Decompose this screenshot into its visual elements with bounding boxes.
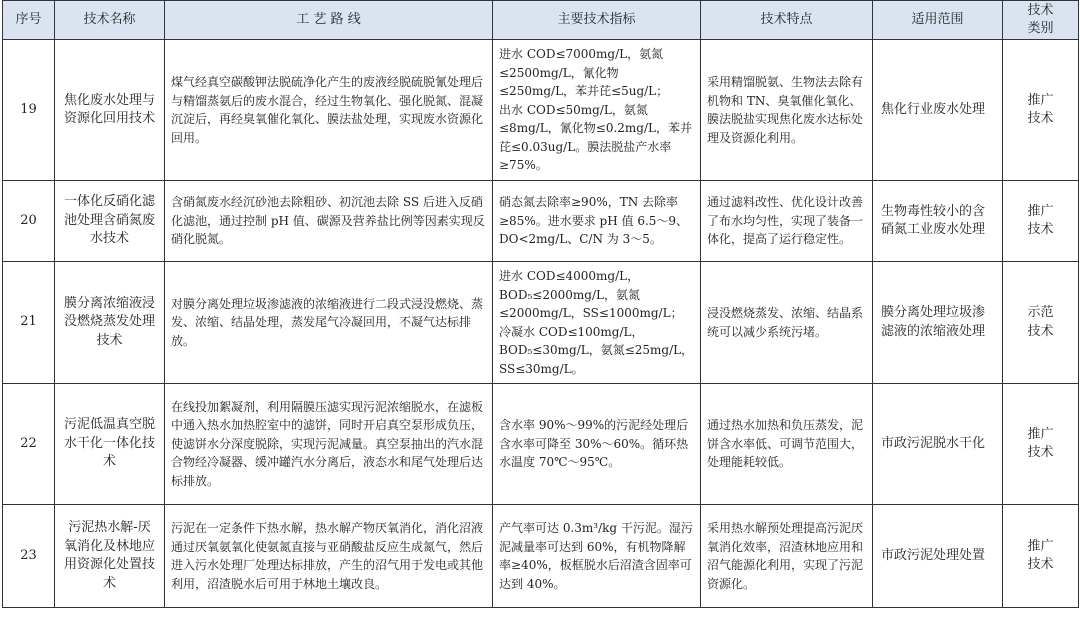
- table-row: [3, 40, 1079, 181]
- cell-indicator: 进水 COD≤4000mg/L， BOD₅≤2000mg/L，氨氮≤2000mg/L，SS≤1000mg/L；冷凝水 COD≤100mg/L， BOD₅≤30mg/L，氨氮≤25mg/L，SS≤30mg/L。: [493, 262, 701, 384]
- cell-num: 22: [3, 384, 55, 505]
- cell-route: 对膜分离处理垃圾渗滤液的浓缩液进行二段式浸没燃烧、蒸发、浓缩、结晶处理，蒸发尾气冷凝回用，不凝气达标排放。: [165, 262, 493, 384]
- cell-num: 20: [3, 181, 55, 262]
- table-row: [3, 505, 1079, 608]
- cell-category: 推广 技术: [1003, 505, 1079, 608]
- table-header: [3, 1, 1079, 40]
- cell-route: 含硝氮废水经沉砂池去除粗砂、初沉池去除 SS 后进入反硝化滤池，通过控制 pH 值、碳源及营养盐比例等因素实现反硝化脱氮。: [165, 181, 493, 262]
- header-row: [3, 1, 1079, 40]
- cell-feature: 采用热水解预处理提高污泥厌氧消化效率，沼渣林地应用和沼气能源化利用，实现了污泥资源化。: [701, 505, 873, 608]
- header-feature: 技术特点: [701, 1, 873, 40]
- cell-name: 污泥热水解-厌氧消化及林地应用资源化处置技术: [55, 505, 165, 608]
- header-scope: 适用范围: [873, 1, 1003, 40]
- cell-name: 膜分离浓缩液浸没燃烧蒸发处理技术: [55, 262, 165, 384]
- cell-feature: 通过滤料改性、优化设计改善了布水均匀性，实现了装备一体化，提高了运行稳定性。: [701, 181, 873, 262]
- cell-scope: 市政污泥脱水干化: [873, 384, 1003, 505]
- technology-table: [2, 0, 1079, 608]
- cell-indicator: 含水率 90%～99%的污泥经处理后含水率可降至 30%～60%。循环热水温度 70℃～95℃。: [493, 384, 701, 505]
- cell-indicator: 硝态氮去除率≥90%，TN 去除率≥85%。进水要求 pH 值 6.5～9、DO<2mg/L、C/N 为 3～5。: [493, 181, 701, 262]
- cell-name: 一体化反硝化滤池处理含硝氮废水技术: [55, 181, 165, 262]
- table-row: [3, 262, 1079, 384]
- cell-name: 污泥低温真空脱水干化一体化技术: [55, 384, 165, 505]
- cell-name: 焦化废水处理与资源化回用技术: [55, 40, 165, 181]
- table-row: [3, 181, 1079, 262]
- cell-category: 示范 技术: [1003, 262, 1079, 384]
- cell-indicator: 进水 COD≤7000mg/L，氨氮≤2500mg/L，氰化物≤250mg/L，苯并芘≤5ug/L； 出水 COD≤50mg/L，氨氮≤8mg/L，氰化物≤0.2mg/L，苯并芘≤0.03ug/L。膜法脱盐产水率≥75%。: [493, 40, 701, 181]
- cell-scope: 膜分离处理垃圾渗滤液的浓缩液处理: [873, 262, 1003, 384]
- cell-feature: 通过热水加热和负压蒸发，泥饼含水率低、可调节范围大，处理能耗较低。: [701, 384, 873, 505]
- cell-category: 推广 技术: [1003, 384, 1079, 505]
- cell-category: 推广 技术: [1003, 181, 1079, 262]
- cell-indicator: 产气率可达 0.3m³/kg 干污泥。湿污泥减量率可达到 60%，有机物降解率≥40%，板框脱水后沼渣含固率可达到 40%。: [493, 505, 701, 608]
- cell-category: 推广 技术: [1003, 40, 1079, 181]
- header-indicator: 主要技术指标: [493, 1, 701, 40]
- cell-num: 23: [3, 505, 55, 608]
- table-body: [3, 40, 1079, 608]
- table-row: [3, 384, 1079, 505]
- cell-scope: 焦化行业废水处理: [873, 40, 1003, 181]
- cell-route: 在线投加絮凝剂，利用隔膜压滤实现污泥浓缩脱水，在滤板中通入热水加热腔室中的滤饼，同时开启真空泵形成负压，使滤饼水分深度脱除，实现污泥减量。真空泵抽出的汽水混合物经冷凝器、缓冲罐汽水分离后，液态水和尾气处理后达标排放。: [165, 384, 493, 505]
- cell-scope: 市政污泥处理处置: [873, 505, 1003, 608]
- cell-num: 21: [3, 262, 55, 384]
- cell-route: 煤气经真空碳酸钾法脱硫净化产生的废液经脱硫脱氰处理后与精馏蒸氨后的废水混合，经过生物氧化、强化脱氮、混凝沉淀后，再经臭氧催化氧化、膜法盐处理，实现废水资源化回用。: [165, 40, 493, 181]
- header-num: 序号: [3, 1, 55, 40]
- header-route: 工 艺 路 线: [165, 1, 493, 40]
- cell-num: 19: [3, 40, 55, 181]
- cell-scope: 生物毒性较小的含硝氮工业废水处理: [873, 181, 1003, 262]
- header-category: 技术 类别: [1003, 1, 1079, 40]
- cell-feature: 浸没燃烧蒸发、浓缩、结晶系统可以减少系统污堵。: [701, 262, 873, 384]
- cell-route: 污泥在一定条件下热水解，热水解产物厌氧消化，消化沼液通过厌氧氨氧化使氨氮直接与亚硝酸盐反应生成氮气，然后进入污水处理厂处理达标排放，产生的沼气用于发电或其他利用，沼渣脱水后可用于林地土壤改良。: [165, 505, 493, 608]
- cell-feature: 采用精馏脱氨、生物法去除有机物和 TN、臭氧催化氧化、膜法脱盐实现焦化废水达标处理及资源化利用。: [701, 40, 873, 181]
- header-name: 技术名称: [55, 1, 165, 40]
